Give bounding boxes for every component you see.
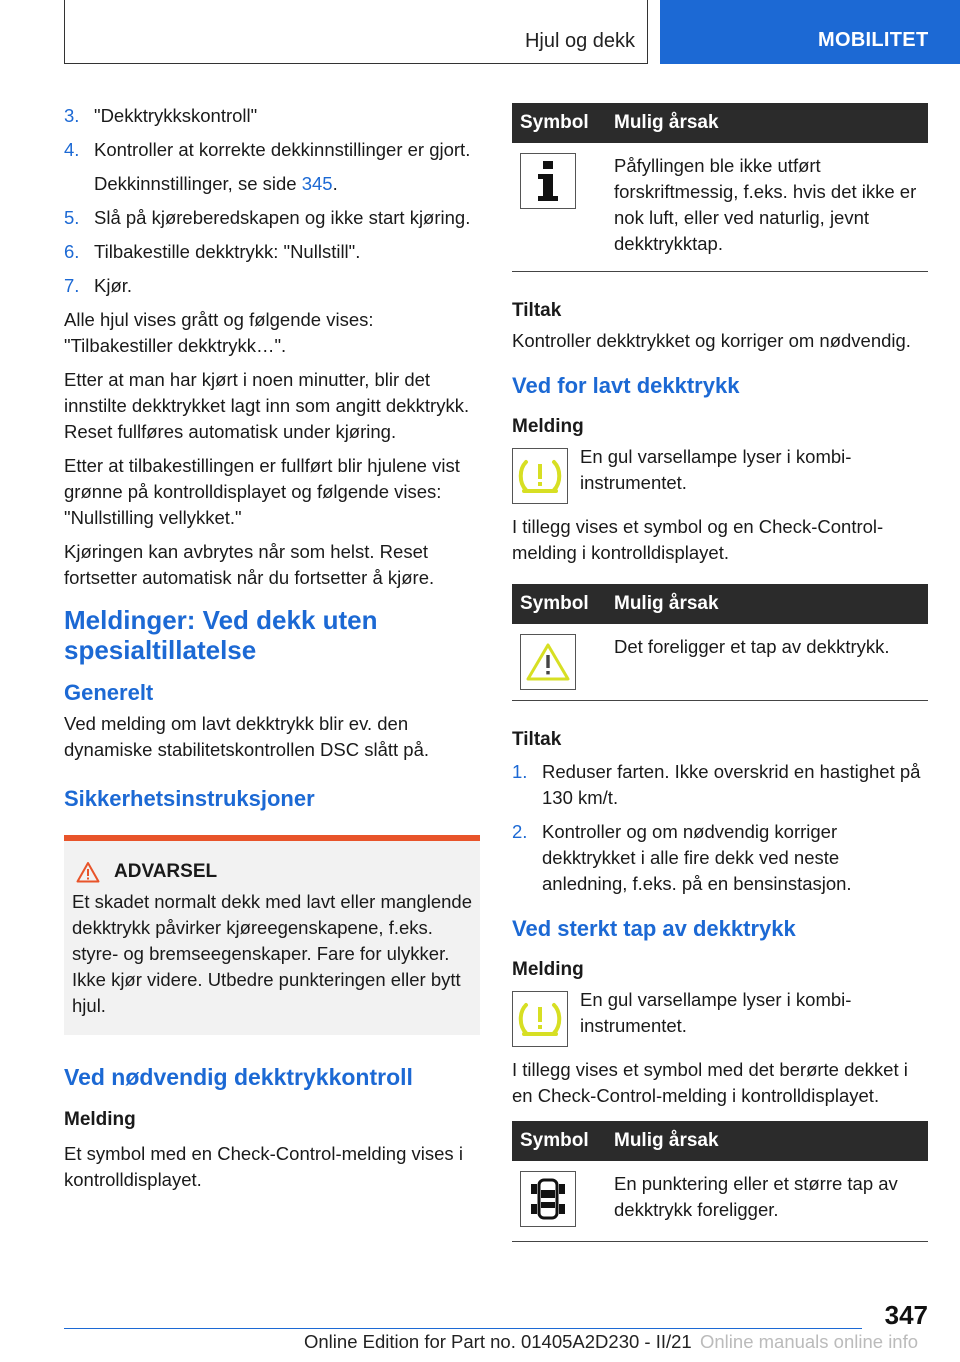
step-number: 2. [512,821,528,842]
car-topview-icon [528,1176,568,1222]
table-header-row [512,103,928,143]
warning-header [72,861,472,883]
warning-title: ADVARSEL [114,861,218,882]
info-i-icon [533,160,563,202]
step-text: Slå på kjøreberedskapen og ikke start kjøring. [94,207,471,228]
step-text: Kontroller at korrekte dekkinnstillinger er gjort. [94,139,471,160]
symbol-table-1 [512,103,928,272]
step-item [64,273,480,299]
heading-melding: Melding [512,416,584,437]
section-title: MOBILITET [818,29,929,51]
tire-pressure-warning-icon [516,999,564,1039]
table-header-row [512,584,928,624]
step-item [64,137,480,163]
table-header-symbol: Symbol [512,1121,606,1161]
table-header-row [512,1121,928,1161]
message-text: En gul varsellampe lyser i kombi-instrumentet. [580,989,852,1036]
step-text: Reduser farten. Ikke overskrid en hastighet på 130 km/t. [542,761,921,808]
step-text: Kontroller og om nødvendig korriger dekktrykket i alle fire dekk ved neste anledning, f.eks. på en bensinstasjon. [542,821,852,894]
table-cause-cell: Påfyllingen ble ikke utført forskriftmessig, f.eks. hvis det ikke er nok luft, eller ved naturlig, jevnt dekktrykktap. [606,143,928,272]
heading-messages: Meldinger: Ved dekk uten spesialtillatelse [64,605,378,665]
left-column [64,103,480,1201]
table-header-cause: Mulig årsak [606,103,928,143]
heading-needed-check: Ved nødvendig dekktrykkontroll [64,1064,413,1090]
step-item [64,239,480,265]
step-number: 3. [64,105,80,126]
heading-tiltak: Tiltak [512,300,562,321]
car-tire-symbol [520,1171,576,1227]
table-cause-cell: Det foreligger et tap av dekktrykk. [606,624,928,701]
chapter-header [64,0,648,64]
edition-text: Online Edition for Part no. 01405A2D230 - II/21 [304,1331,692,1352]
heading-strong-loss: Ved sterkt tap av dekktrykk [512,916,796,941]
step-number: 1. [512,761,528,782]
step-number: 6. [64,241,80,262]
page-reference-link[interactable]: 345 [301,173,333,194]
table-row [512,1161,928,1242]
info-symbol [520,153,576,209]
right-column [512,103,928,1242]
strong-extra-text: I tillegg vises et symbol med det berørte dekket i en Check-Control-melding i kontrolldisplayet. [512,1059,908,1106]
step-item [512,819,928,897]
table-row [512,143,928,272]
reference-line: Dekkinnstillinger, se side 345. [94,173,338,194]
heading-melding: Melding [64,1109,136,1130]
warning-symbol [520,634,576,690]
table-header-symbol: Symbol [512,103,606,143]
step-text: Tilbakestille dekktrykk: "Nullstill". [94,241,361,262]
paragraph: Etter at man har kjørt i noen minutter, blir det innstilte dekktrykket lagt inn som angitt dekktrykk. Reset fullføres automatisk under kjøring. [64,369,470,442]
needed-text: Et symbol med en Check-Control-melding vises i kontrolldisplayet. [64,1143,463,1190]
table-header-cause: Mulig årsak [606,584,928,624]
step-number: 7. [64,275,80,296]
warning-triangle-icon [76,861,100,883]
message-low [512,444,928,504]
step-number: 5. [64,207,80,228]
step-text: "Dekktrykkskontroll" [94,105,258,126]
symbol-table-2 [512,584,928,701]
message-text: En gul varsellampe lyser i kombi-instrumentet. [580,446,852,493]
heading-general: Generelt [64,680,154,705]
warning-text: Et skadet normalt dekk med lavt eller manglende dekktrykk påvirker kjøreegenskapene, f.eks. styre- og bremseegenskaper. Fare for ulykker. Ikke kjør videre. Utbedre punkteringen eller bytt hjul. [72,891,473,1016]
watermark-text: Online manuals online info [700,1331,919,1352]
heading-melding: Melding [512,959,584,980]
step-item [512,759,928,811]
tire-pressure-lamp [512,448,568,504]
step-number: 4. [64,139,80,160]
tire-pressure-warning-icon [516,456,564,496]
low-extra-text: I tillegg vises et symbol og en Check-Control-melding i kontrolldisplayet. [512,516,884,563]
table-header-symbol: Symbol [512,584,606,624]
chapter-title: Hjul og dekk [524,30,635,52]
heading-safety: Sikkerhetsinstruksjoner [64,786,315,811]
table-cause-cell: En punktering eller et større tap av dekktrykk foreligger. [606,1161,928,1242]
steps-list-a [64,103,480,163]
yellow-warning-triangle-icon [525,642,571,682]
general-text: Ved melding om lavt dekktrykk blir ev. den dynamiske stabilitetskontrollen DSC slått på. [64,713,430,760]
table-row [512,624,928,701]
step-item [64,103,480,129]
warning-box [64,835,480,1035]
page-number: 347 [884,1300,928,1330]
paragraph: Etter at tilbakestillingen er fullført blir hjulene vist grønne på kontrolldisplayet og følgende vises: "Nullstilling vellykket." [64,455,460,528]
step-text: Kjør. [94,275,133,296]
heading-low-pressure: Ved for lavt dekktrykk [512,373,740,398]
tire-pressure-lamp [512,991,568,1047]
message-strong [512,987,928,1047]
tiltak-text: Kontroller dekktrykket og korriger om nødvendig. [512,330,911,351]
footer-divider [64,1328,862,1329]
table-header-cause: Mulig årsak [606,1121,928,1161]
tiltak-steps-list [512,759,928,897]
heading-tiltak: Tiltak [512,729,562,750]
step-item [64,205,480,231]
steps-list-b [64,205,480,299]
paragraph: Kjøringen kan avbrytes når som helst. Reset fortsetter automatisk når du fortsetter å kjøre. [64,541,435,588]
symbol-table-3 [512,1121,928,1242]
section-tab[interactable] [660,0,960,64]
paragraph: Alle hjul vises grått og følgende vises: "Tilbakestiller dekktrykk…". [64,309,374,356]
